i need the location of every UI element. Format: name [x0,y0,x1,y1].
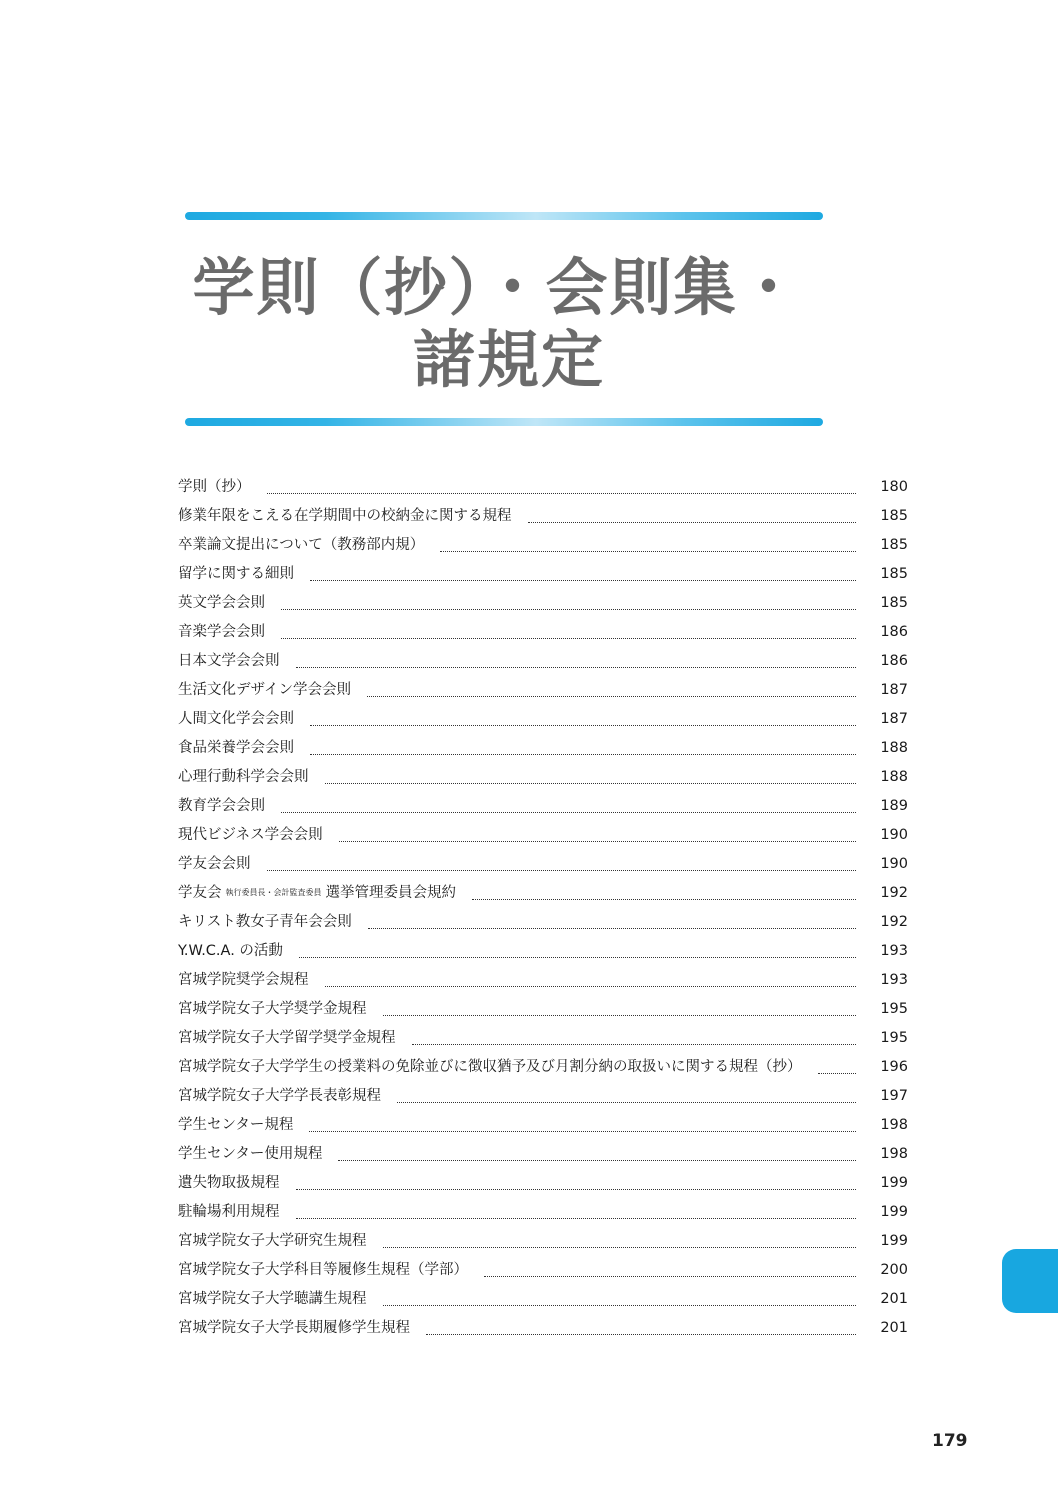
toc-entry-title: 留学に関する細則 [178,566,294,582]
section-title-line-2: 諸規定 [412,323,605,396]
toc-entry[interactable] [178,881,908,910]
dot-leader [281,811,856,813]
toc-entry[interactable] [178,1055,908,1084]
toc-entry[interactable] [178,649,908,678]
toc-entry-title: 音楽学会会則 [178,624,265,640]
toc-entry[interactable] [178,475,908,504]
toc-entry-page: 188 [880,740,908,756]
section-title-line-1: 学則（抄）・会則集・ [192,251,802,324]
toc-entry-title: 生活文化デザイン学会会則 [178,682,351,698]
title-rule-top [185,212,823,220]
toc-entry-title: 学生センター規程 [178,1117,294,1133]
dot-leader [310,579,856,581]
toc-entry-page: 195 [880,1001,908,1017]
toc-entry-page: 201 [880,1291,908,1307]
toc-entry[interactable] [178,1316,908,1345]
dot-leader [309,1130,856,1132]
section-index-tab [1002,1249,1058,1313]
toc-entry[interactable] [178,939,908,968]
toc-entry-page: 186 [880,653,908,669]
toc-entry-title: 宮城学院女子大学奨学金規程 [178,1001,367,1017]
toc-entry-title: 日本文学会会則 [178,653,280,669]
toc-entry[interactable] [178,591,908,620]
toc-entry[interactable] [178,852,908,881]
toc-entry[interactable] [178,562,908,591]
toc-entry[interactable] [178,1258,908,1287]
toc-entry-page: 187 [880,711,908,727]
toc-entry-page: 193 [880,972,908,988]
toc-entry[interactable] [178,823,908,852]
toc-entry-title: 宮城学院女子大学長期履修学生規程 [178,1320,410,1336]
toc-entry[interactable] [178,707,908,736]
dot-leader [383,1304,857,1306]
dot-leader [267,869,857,871]
toc-entry[interactable] [178,1142,908,1171]
toc-entry-title: 学生センター使用規程 [178,1146,323,1162]
toc-entry-page: 187 [880,682,908,698]
toc-entry-title: 現代ビジネス学会会則 [178,827,323,843]
toc-entry-title: 宮城学院女子大学学生の授業料の免除並びに徴収猶予及び月割分納の取扱いに関する規程（抄） [178,1059,802,1075]
dot-leader [397,1101,856,1103]
toc-entry-page: 186 [880,624,908,640]
toc-entry[interactable] [178,1171,908,1200]
toc-entry[interactable] [178,1113,908,1142]
toc-entry-page: 200 [880,1262,908,1278]
dot-leader [267,492,857,494]
dot-leader [472,898,856,900]
toc-entry-title: 宮城学院奨学会規程 [178,972,309,988]
toc-entry-title: 人間文化学会会則 [178,711,294,727]
toc-entry[interactable] [178,1229,908,1258]
title-rule-bottom [185,418,823,426]
toc-entry-title: 宮城学院女子大学科目等履修生規程（学部） [178,1262,468,1278]
toc-entry-page: 199 [880,1204,908,1220]
toc-entry[interactable] [178,533,908,562]
toc-entry-page: 196 [880,1059,908,1075]
toc-entry[interactable] [178,1287,908,1316]
toc-entry-title: 宮城学院女子大学聴講生規程 [178,1291,367,1307]
dot-leader [383,1014,857,1016]
toc-entry[interactable] [178,794,908,823]
dot-leader [528,521,857,523]
dot-leader [368,927,856,929]
dot-leader [426,1333,856,1335]
toc-entry-page: 199 [880,1175,908,1191]
toc-entry-page: 199 [880,1233,908,1249]
toc-entry-title: キリスト教女子青年会会則 [178,914,352,930]
toc-entry[interactable] [178,1200,908,1229]
toc-entry-title: 卒業論文提出について（教務部内規） [178,537,425,553]
toc-entry[interactable] [178,678,908,707]
dot-leader [383,1246,857,1248]
toc-entry-page: 190 [880,827,908,843]
toc-entry-title: 学友会会則 [178,856,251,872]
toc-entry-page: 198 [880,1117,908,1133]
toc-entry[interactable] [178,736,908,765]
toc-entry-page: 188 [880,769,908,785]
dot-leader [325,782,857,784]
toc-entry-title: 学則（抄） [178,479,251,495]
toc-entry[interactable] [178,997,908,1026]
toc-entry[interactable] [178,910,908,939]
dot-leader [325,985,857,987]
toc-entry[interactable] [178,968,908,997]
dot-leader [310,753,856,755]
toc-entry-title: 学友会 執行委員長・会計監査委員 選挙管理委員会規約 [178,885,456,901]
toc-entry-page: 192 [880,914,908,930]
toc-entry[interactable] [178,765,908,794]
toc-entry-title: 宮城学院女子大学学長表彰規程 [178,1088,381,1104]
dot-leader [299,956,856,958]
dot-leader [818,1072,857,1074]
toc-entry[interactable] [178,504,908,533]
toc-entry-page: 193 [880,943,908,959]
dot-leader [339,840,856,842]
toc-entry-title: 駐輪場利用規程 [178,1204,280,1220]
toc-entry-page: 195 [880,1030,908,1046]
toc-entry[interactable] [178,620,908,649]
dot-leader [440,550,856,552]
toc-entry-title: 宮城学院女子大学留学奨学金規程 [178,1030,396,1046]
dot-leader [367,695,856,697]
toc-entry[interactable] [178,1026,908,1055]
toc-entry-title: 心理行動科学会会則 [178,769,309,785]
toc-entry-title: 宮城学院女子大学研究生規程 [178,1233,367,1249]
toc-entry-subtext: 執行委員長・会計監査委員 [225,888,322,897]
toc-entry-title: 食品栄養学会会則 [178,740,294,756]
dot-leader [412,1043,857,1045]
toc-entry-title: 英文学会会則 [178,595,265,611]
toc-entry-page: 198 [880,1146,908,1162]
toc-entry-page: 185 [880,595,908,611]
dot-leader [296,666,857,668]
toc-entry-page: 180 [880,479,908,495]
dot-leader [281,637,856,639]
dot-leader [310,724,856,726]
toc-entry-title: 教育学会会則 [178,798,265,814]
table-of-contents [178,475,908,1345]
dot-leader [296,1217,857,1219]
toc-entry-page: 185 [880,566,908,582]
page-number: 179 [932,1431,968,1451]
toc-entry-page: 190 [880,856,908,872]
toc-entry[interactable] [178,1084,908,1113]
toc-entry-page: 185 [880,537,908,553]
toc-entry-title: 遺失物取扱規程 [178,1175,280,1191]
toc-entry-page: 197 [880,1088,908,1104]
toc-entry-page: 189 [880,798,908,814]
dot-leader [281,608,856,610]
toc-entry-page: 201 [880,1320,908,1336]
toc-entry-page: 192 [880,885,908,901]
toc-entry-title: 修業年限をこえる在学期間中の校納金に関する規程 [178,508,512,524]
dot-leader [484,1275,856,1277]
dot-leader [296,1188,857,1190]
dot-leader [338,1159,856,1161]
toc-entry-title: Y.W.C.A. の活動 [178,943,283,959]
toc-entry-page: 185 [880,508,908,524]
